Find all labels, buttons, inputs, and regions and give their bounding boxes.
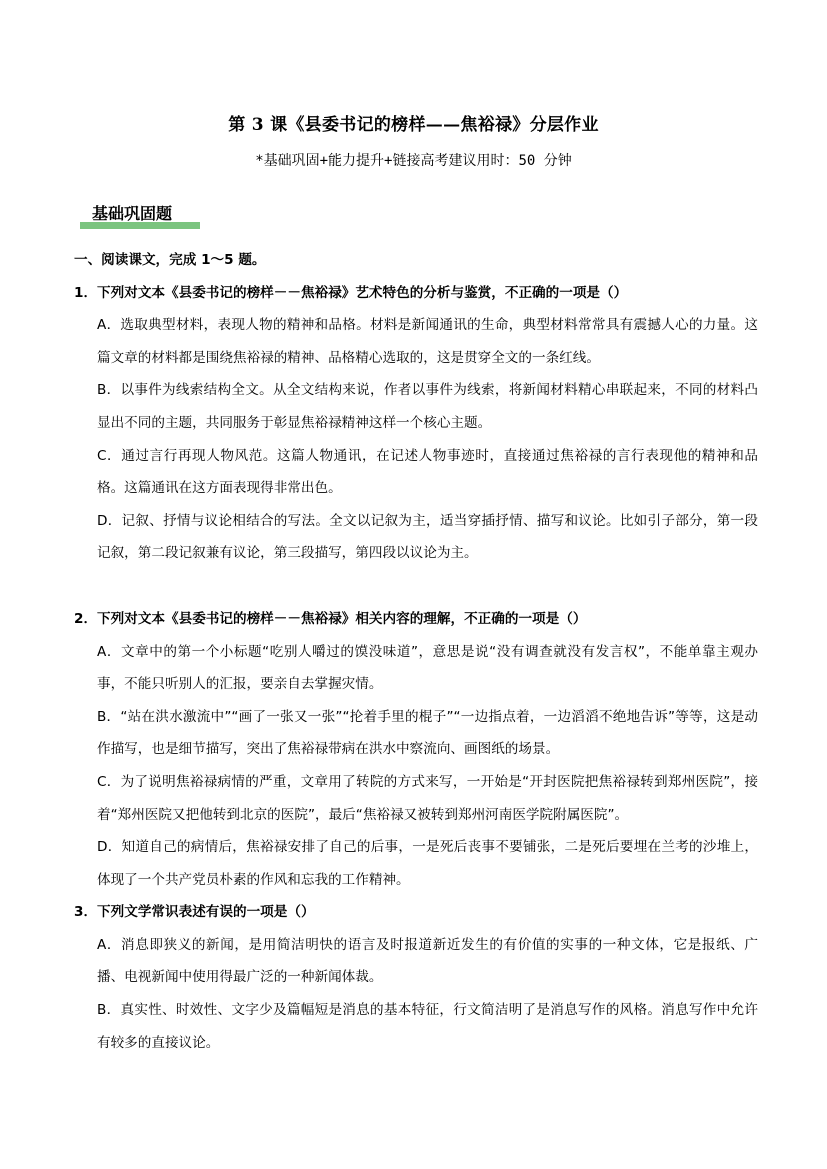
exercise-content	[74, 244, 758, 1059]
section-label-text: 基础巩固题	[92, 204, 173, 223]
option-c: C．为了说明焦裕禄病情的严重，文章用了转院的方式来写，一开始是“开封医院把焦裕禄转到郑州医院”，接着“郑州医院又把他转到北京的医院”，最后“焦裕禄又被转到郑州河南医学院附属医院”。	[97, 773, 758, 823]
option-d: D．知道自己的病情后，焦裕禄安排了自己的后事，一是死后丧事不要铺张，二是死后要埋在兰考的沙堆上，体现了一个共产党员朴素的作风和忘我的工作精神。	[97, 839, 758, 888]
question-stem: 3．下列文学常识表述有误的一项是（）	[74, 904, 315, 921]
question-1	[74, 277, 758, 570]
option-b: B．“站在洪水激流中”“画了一张又一张”“抡着手里的棍子”“一边指点着，一边滔滔不绝地告诉”等等，这是动作描写，也是细节描写，突出了焦裕禄带病在洪水中察流向、画图纸的场景。	[97, 708, 758, 758]
option-a: A．选取典型材料，表现人物的精神和品格。材料是新闻通讯的生命，典型材料常常具有震撼人心的力量。这篇文章的材料都是围绕焦裕禄的精神、品格精心选取的，这是贯穿全文的一条红线。	[97, 317, 758, 366]
question-3	[74, 896, 758, 1059]
option-b: B．真实性、时效性、文字少及篇幅短是消息的基本特征，行文简洁明了是消息写作的风格。消息写作中允许有较多的直接议论。	[97, 1002, 758, 1051]
question-stem: 1．下列对文本《县委书记的榜样－－焦裕禄》艺术特色的分析与鉴赏，不正确的一项是（）	[74, 284, 628, 301]
section-label	[80, 200, 200, 230]
spacer	[78, 570, 758, 603]
option-c: C．通过言行再现人物风范。这篇人物通讯，在记述人物事迹时，直接通过焦裕禄的言行表现他的精神和品格。这篇通讯在这方面表现得非常出色。	[97, 447, 758, 497]
page-title: 第 3 课《县委书记的榜样——焦裕禄》分层作业	[228, 115, 599, 135]
reading-instruction: 一、阅读课文，完成 1～5 题。	[74, 252, 266, 268]
question-stem: 2．下列对文本《县委书记的榜样－－焦裕禄》相关内容的理解，不正确的一项是（）	[74, 610, 587, 627]
question-2	[74, 603, 758, 896]
page-subtitle: *基础巩固+能力提升+链接高考建议用时：50 分钟	[255, 153, 572, 169]
option-a: A．消息即狭义的新闻，是用简洁明快的语言及时报道新近发生的有价值的实事的一种文体，它是报纸、广播、电视新闻中使用得最广泛的一种新闻体裁。	[97, 936, 758, 986]
option-d: D．记叙、抒情与议论相结合的写法。全文以记叙为主，适当穿插抒情、描写和议论。比如引子部分，第一段记叙，第二段记叙兼有议论，第三段描写，第四段以议论为主。	[97, 512, 758, 562]
option-a: A．文章中的第一个小标题“吃别人嚼过的馍没味道”，意思是说“没有调查就没有发言权”，不能单靠主观办事，不能只听别人的汇报，要亲自去掌握灾情。	[97, 643, 758, 693]
option-b: B．以事件为线索结构全文。从全文结构来说，作者以事件为线索，将新闻材料精心串联起来，不同的材料凸显出不同的主题，共同服务于彰显焦裕禄精神这样一个核心主题。	[97, 382, 758, 431]
